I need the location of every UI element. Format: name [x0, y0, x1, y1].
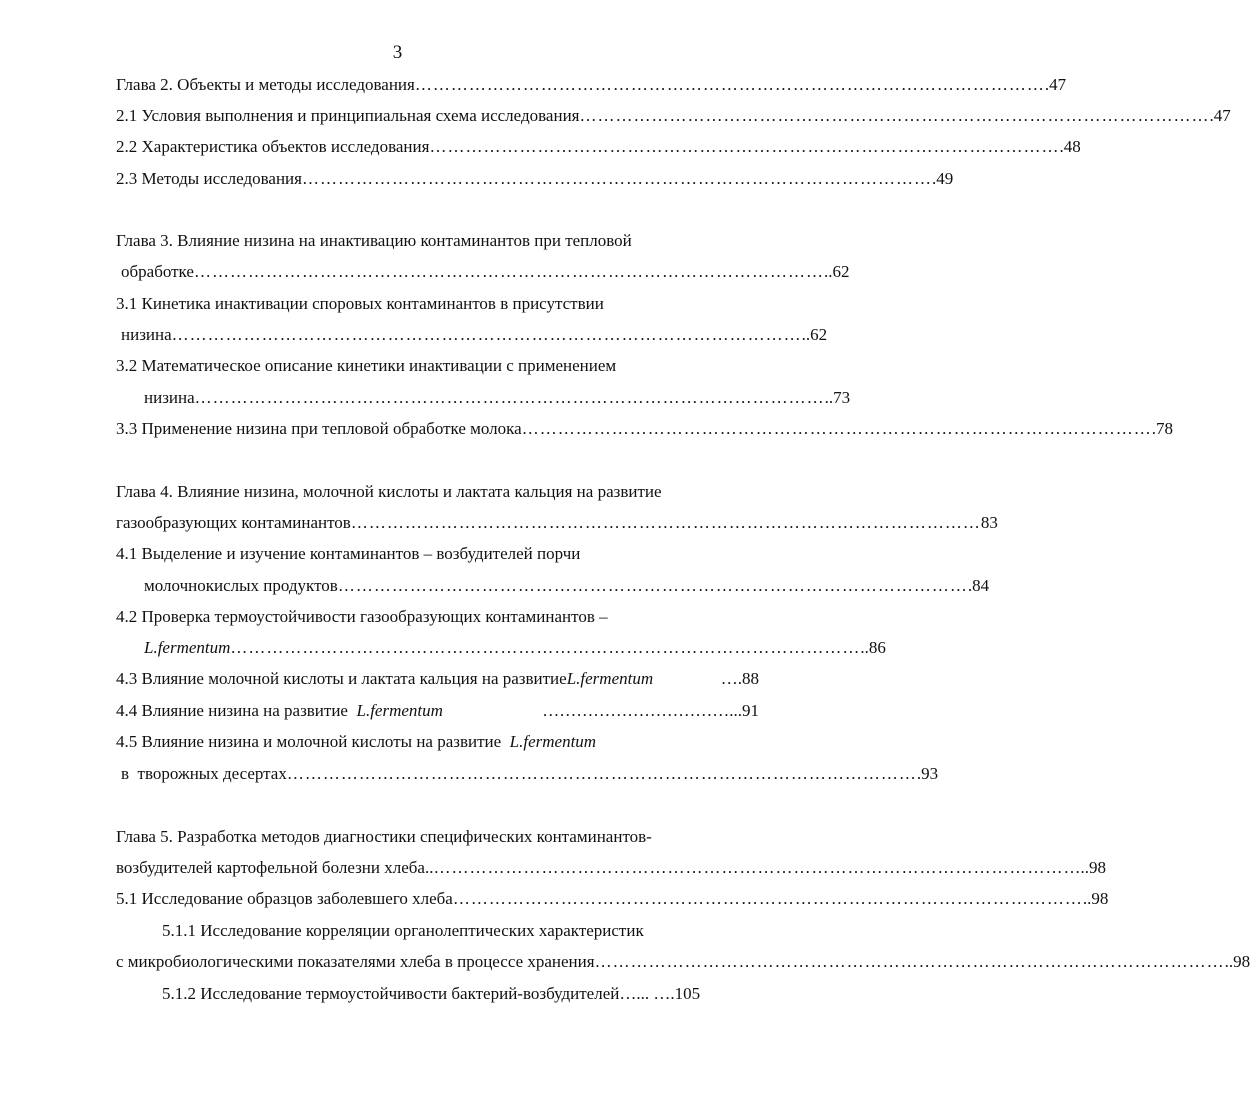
toc-text-italic: L.fermentum [509, 732, 597, 751]
toc-text: возбудителей картофельной болезни хлеба.. [116, 858, 434, 877]
toc-entry-4-1-line2 [144, 575, 990, 597]
toc-leader: …………………………………………………………………………………………… [579, 106, 1210, 125]
toc-text: L.fermentum [144, 638, 231, 657]
toc-leader: …………………………………………………………………………………………… [337, 576, 968, 595]
toc-entry-4-1-line1: 4.1 Выделение и изучение контаминантов – возбудителей порчи [116, 544, 581, 563]
toc-leader: …………………………………………………………………………………………… [414, 75, 1045, 94]
toc-page: .78 [1151, 419, 1173, 438]
toc-leader: …………………………………………………………………………………………… [301, 169, 932, 188]
toc-text: молочнокислых продуктов [144, 576, 338, 595]
toc-text-italic: L.fermentum [566, 669, 654, 688]
toc-text: 5.1 Исследование образцов заболевшего хлеба [116, 889, 453, 908]
toc-entry-3-1-line1: 3.1 Кинетика инактивации споровых контаминантов в присутствии [116, 294, 604, 313]
toc-page: ..98 [1082, 889, 1109, 908]
toc-entry-5-1-2: 5.1.2 Исследование термоустойчивости бактерий-возбудителей…... ….105 [162, 984, 701, 1003]
toc-entry-ch5-line1: Глава 5. Разработка методов диагностики специфических контаминантов- [116, 827, 652, 846]
toc-page: .93 [916, 764, 939, 783]
toc-text: 3.3 Применение низина при тепловой обработке молока [116, 419, 522, 438]
toc-leader: …………………………………………………………………………………………… [452, 889, 1083, 908]
toc-page: .84 [967, 576, 990, 595]
toc-page: .47 [1044, 75, 1067, 94]
toc-text: 4.5 Влияние низина и молочной кислоты на развитие [116, 732, 510, 751]
toc-text: 4.4 Влияние низина на развитие [116, 701, 357, 720]
toc-leader: …………………………………………………………………………………………… [350, 513, 981, 532]
toc-leader: …………………………………………………………………………………………… [230, 638, 861, 657]
toc-page: .47 [1209, 106, 1231, 125]
toc-text: газообразующих контаминантов [116, 513, 351, 532]
toc-text: низина [144, 388, 195, 407]
toc-entry-2-2 [116, 136, 1081, 158]
toc-leader: …………………………………………………………………………………………… [286, 764, 917, 783]
toc-entry-ch3-line2 [121, 261, 850, 283]
toc-entry-3-2-line1: 3.2 Математическое описание кинетики инактивации с применением [116, 356, 617, 375]
toc-page: ..62 [823, 262, 850, 281]
toc-text: низина [121, 325, 172, 344]
toc-page: .49 [931, 169, 954, 188]
toc-entry-4-2-line2 [144, 637, 886, 659]
toc-text: 2.3 Методы исследования [116, 169, 302, 188]
toc-entry-5-1 [116, 888, 1109, 910]
page-number: 3 [392, 42, 403, 63]
toc-text-italic: L.fermentum [356, 701, 443, 720]
toc-entry-ch3-line1: Глава 3. Влияние низина на инактивацию контаминантов при тепловой [116, 231, 632, 250]
toc-leader: …………………………………………………………………………………………… [194, 388, 825, 407]
toc-entry-4-5-line1 [116, 731, 596, 753]
toc-entry-3-3 [116, 418, 1173, 440]
toc-entry-4-2-line1: 4.2 Проверка термоустойчивости газообразующих контаминантов – [116, 607, 608, 626]
toc-entry-4-4 [116, 700, 759, 722]
toc-entry-ch2 [116, 74, 1067, 96]
toc-page: …..98 [1063, 858, 1106, 877]
toc-page: ..62 [801, 325, 828, 344]
toc-page: ..86 [860, 638, 886, 657]
toc-page: 83 [980, 513, 998, 532]
toc-leader: …………………………………………………………………………………………… [429, 137, 1060, 156]
toc-page: ..98 [1224, 952, 1250, 971]
toc-text: с микробиологическими показателями хлеба в процессе хранения [116, 952, 595, 971]
toc-entry-ch4-line2 [116, 512, 998, 534]
toc-entry-5-1-1-line1: 5.1.1 Исследование корреляции органолептических характеристик [162, 921, 644, 940]
toc-text: Глава 2. Объекты и методы исследования [116, 75, 415, 94]
toc-text: 2.1 Условия выполнения и принципиальная схема исследования [116, 106, 580, 125]
toc-text: обработке [121, 262, 194, 281]
toc-entry-4-3 [116, 668, 759, 690]
toc-leader: …………………………………………………………………………………………… [433, 858, 1064, 877]
toc-entry-5-1-1-line2 [116, 951, 1250, 973]
toc-entry-3-1-line2 [121, 324, 828, 346]
toc-entry-ch5-line2 [116, 857, 1106, 879]
toc-page: ……………………………...91 [542, 701, 759, 720]
toc-leader: …………………………………………………………………………………………… [521, 419, 1152, 438]
toc-entry-2-1 [116, 105, 1231, 127]
toc-leader: …………………………………………………………………………………………… [193, 262, 824, 281]
toc-leader: …………………………………………………………………………………………… [594, 952, 1225, 971]
toc-entry-4-5-line2 [121, 763, 939, 785]
toc-page: .48 [1059, 137, 1081, 156]
toc-leader: …………………………………………………………………………………………… [171, 325, 802, 344]
toc-text: в творожных десертах [121, 764, 287, 783]
toc-text: 2.2 Характеристика объектов исследования [116, 137, 430, 156]
toc-page: ….88 [720, 669, 759, 688]
toc-entry-ch4-line1: Глава 4. Влияние низина, молочной кислоты и лактата кальция на развитие [116, 482, 662, 501]
toc-entry-2-3 [116, 168, 954, 190]
toc-page: ..73 [824, 388, 851, 407]
toc-entry-3-2-line2 [144, 387, 851, 409]
toc-text: 4.3 Влияние молочной кислоты и лактата кальция на развитие [116, 669, 567, 688]
